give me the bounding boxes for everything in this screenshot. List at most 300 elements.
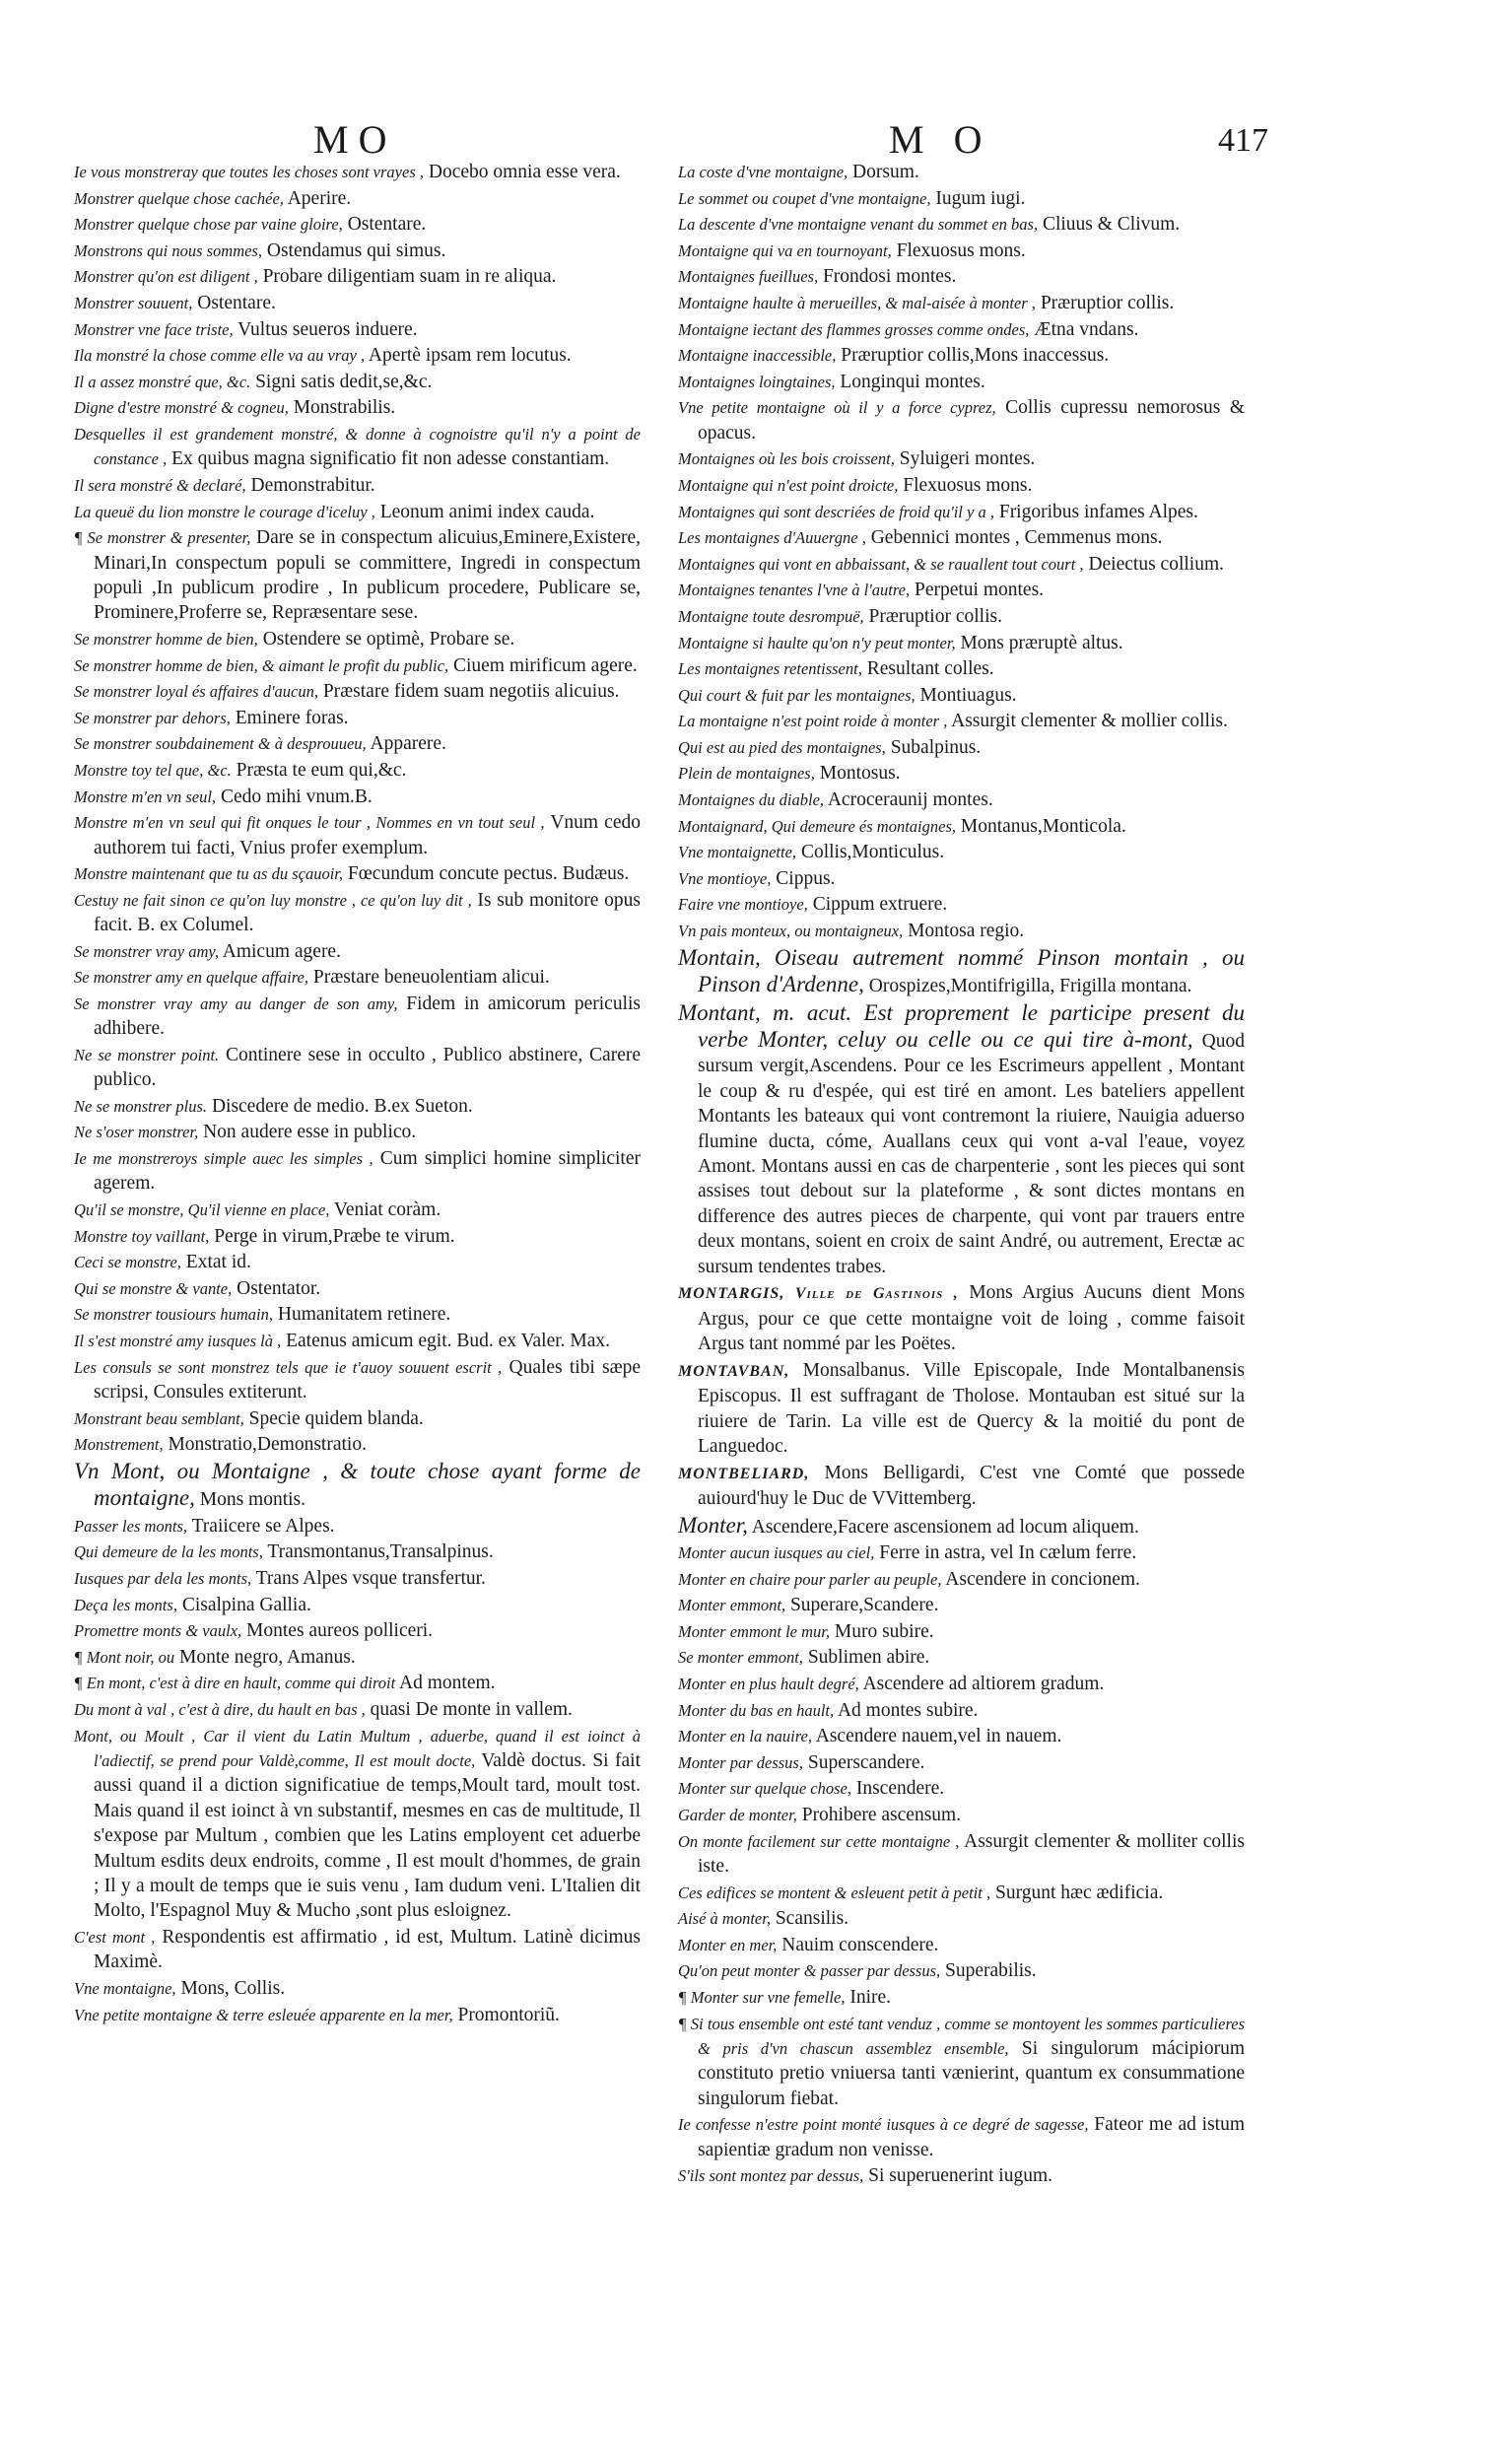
entry-french: Monstrer quelque chose cachée, — [74, 188, 284, 208]
entry-latin: Eatenus amicum egit. Bud. ex Valer. Max. — [286, 1331, 611, 1352]
entry-latin: Extat id. — [185, 1252, 251, 1273]
dictionary-entry — [678, 1724, 1245, 1748]
entry-latin: Valdè doctus. Si fait aussi quand il a diction significatiue de temps,Moult tard, moult tost. Mais quand il est ioinct à vn substantif, mesmes en cas de multitude, Il s'expose par Multum , combien que les Latins employent cet aduerbe Multum esdits deux endroits, comme , Il est moult d'hommes, de grain ; Il y a moult de temps que ie suis venu , Iam dudum veni. L'Italien dit Molto, l'Espagnol Muy & Mucho ,sont plus esloignez. — [94, 1749, 641, 1922]
entry-latin: Præstare beneuolentiam alicui. — [312, 967, 550, 989]
entry-latin: Continere sese in occulto , Publico abstinere, Carere publico. — [94, 1044, 642, 1091]
entry-latin: Si superuenerint iugum. — [868, 2165, 1052, 2187]
entry-french: Ie me monstreroys simple auec les simples , — [74, 1149, 373, 1169]
entry-latin: Probare diligentiam suam in re aliqua. — [262, 266, 557, 288]
dictionary-entry — [678, 343, 1245, 368]
entry-latin: Acroceraunij montes. — [827, 789, 993, 811]
dictionary-entry — [678, 395, 1245, 445]
entry-latin: Perge in virum,Præbe te virum. — [214, 1225, 455, 1247]
dictionary-entry — [74, 810, 641, 860]
dictionary-entry — [678, 1672, 1245, 1696]
entry-french: ¶ Mont noir, ou — [74, 1647, 175, 1667]
entry-french: Qui demeure de la les monts, — [74, 1542, 263, 1562]
entry-french: Ie confesse n'estre point monté iusques à ce degré de sagesse, — [678, 2115, 1089, 2135]
dictionary-entry — [678, 1803, 1245, 1827]
entry-french: La montaigne n'est point roide à monter , — [678, 712, 948, 731]
entry-latin: Deiectus collium. — [1088, 553, 1224, 575]
entry-french: Mont, ou Moult , Car il vient du Latin Multum , aduerbe, quand il est ioinct à l'adiectif, se prend pour Valdè,comme, Il est moult docte, — [74, 1726, 641, 1770]
entry-french: Montaignes tenantes l'vne à l'autre, — [678, 581, 911, 600]
dictionary-entry — [678, 866, 1245, 891]
dictionary-entry — [678, 473, 1245, 498]
dictionary-entry — [74, 992, 641, 1042]
entry-french: Monstrer souuent, — [74, 293, 193, 312]
entry-french: MONTAVBAN, — [678, 1362, 790, 1380]
entry-french: Monter, — [678, 1512, 748, 1538]
entry-latin: Mons, Collis. — [180, 1978, 286, 1999]
dictionary-entry — [678, 239, 1245, 263]
left-column — [74, 160, 641, 2028]
entry-latin: Monstratio,Demonstratio. — [168, 1434, 367, 1456]
running-head-right: M O — [889, 117, 992, 162]
entry-latin: Cippus. — [776, 867, 836, 889]
entry-latin: Inscendere. — [855, 1778, 945, 1800]
dictionary-entry — [74, 239, 641, 263]
entry-french: Il sera monstré & declaré, — [74, 475, 246, 495]
entry-latin: Subalpinus. — [890, 736, 982, 758]
entry-latin: Mons montis. — [199, 1489, 306, 1511]
dictionary-entry — [74, 264, 641, 289]
entry-latin: Prohibere ascensum. — [801, 1805, 962, 1826]
entry-latin: Orospizes,Montifrigilla, Frigilla montana. — [868, 976, 1192, 997]
entry-latin: Syluigeri montes. — [899, 448, 1036, 470]
dictionary-entry — [74, 706, 641, 730]
entry-latin: Is sub monitore opus facit. B. ex Columel. — [94, 889, 641, 936]
entry-latin: Montanus,Monticola. — [960, 815, 1126, 837]
entry-french: Monstre toy vaillant, — [74, 1226, 210, 1246]
entry-latin: Præsta te eum qui,&c. — [236, 759, 407, 781]
entry-latin: Ascendere nauem,vel in nauem. — [815, 1726, 1062, 1747]
entry-latin: Ciuem mirificum agere. — [452, 654, 638, 676]
dictionary-entry — [678, 1906, 1245, 1931]
entry-latin: Cedo mihi vnum.B. — [220, 786, 373, 807]
entry-french: Se monstrer amy en quelque affaire, — [74, 968, 308, 988]
entry-latin: Apertè ipsam rem locutus. — [368, 345, 572, 367]
dictionary-entry — [74, 1276, 641, 1301]
dictionary-entry — [678, 919, 1245, 943]
entry-latin: Traiicere se Alpes. — [191, 1515, 335, 1537]
entry-french: ¶ En mont, c'est à dire en hault, comme qui diroit — [74, 1674, 396, 1693]
entry-french: Ces edifices se montent & esleuent petit à petit , — [678, 1882, 991, 1902]
entry-latin: Cippum extruere. — [812, 894, 948, 916]
dictionary-entry — [74, 1094, 641, 1119]
entry-french: Ne se monstrer plus. — [74, 1096, 208, 1116]
dictionary-entry — [74, 1224, 641, 1249]
dictionary-entry — [678, 631, 1245, 655]
entry-latin: Quales tibi sæpe scripsi, Consules extiterunt. — [94, 1356, 642, 1403]
dictionary-entry — [678, 1698, 1245, 1723]
entry-latin: Amicum agere. — [222, 940, 341, 962]
entry-latin: Respondentis est affirmatio , id est, Multum. Latinè dicimus Maximè. — [94, 1927, 642, 1973]
entry-french: Qui se monstre & vante, — [74, 1278, 233, 1298]
dictionary-entry — [74, 395, 641, 420]
running-head-left: MO — [313, 117, 397, 162]
entry-french: Qui est au pied des montaignes, — [678, 737, 886, 757]
entry-french: Monter par dessus, — [678, 1752, 803, 1772]
entry-french: Ne se monstrer point. — [74, 1045, 220, 1064]
entry-french: Se monstrer vray amy, — [74, 941, 219, 961]
entry-latin: Collis cupressu nemorosus & opacus. — [698, 397, 1245, 444]
dictionary-entry — [678, 1513, 1245, 1540]
entry-french: Monter emmont, — [678, 1596, 786, 1615]
entry-latin: Scansilis. — [775, 1908, 849, 1930]
entry-french: Monstre m'en vn seul qui fit onques le tour , Nommes en vn tout seul , — [74, 813, 545, 833]
entry-latin: Monsalbanus. Ville Episcopale, Inde Montalbanensis Episcopus. Il est suffragant de Tholose. Montauban est situé sur la riuiere de Tarin. La ville est de Quercy & la moitié du pont de Languedoc. — [698, 1359, 1246, 1457]
dictionary-entry — [678, 840, 1245, 864]
dictionary-entry — [678, 1593, 1245, 1617]
entry-french: Montaigne si haulte qu'on n'y peut monter, — [678, 633, 956, 652]
entry-latin: Collis,Monticulus. — [800, 842, 945, 863]
dictionary-entry — [74, 1925, 641, 1975]
entry-latin: Ostentator. — [237, 1277, 321, 1299]
dictionary-entry — [74, 1724, 641, 1924]
dictionary-entry — [74, 473, 641, 498]
entry-latin: Monte negro, Amanus. — [179, 1646, 356, 1668]
entry-latin: Eminere foras. — [235, 707, 349, 728]
entry-latin: Demonstrabitur. — [250, 474, 375, 496]
entry-french: Montaigne iectant des flammes grosses comme ondes, — [678, 319, 1030, 339]
dictionary-entry — [678, 683, 1245, 708]
dictionary-entry — [74, 186, 641, 211]
entry-french: Cestuy ne fait sinon ce qu'on luy monstre , ce qu'on luy dit , — [74, 890, 472, 910]
entry-french: Montaigne inaccessible, — [678, 346, 837, 366]
dictionary-entry — [74, 1329, 641, 1353]
entry-french: Monter sur quelque chose, — [678, 1779, 851, 1799]
entry-french: Monstrer vne face triste, — [74, 319, 234, 339]
entry-latin: Quod sursum vergit,Ascendens. Pour ce les Escrimeurs appellent , Montant le coup & ru d'espée, qui est tiré en amont. Les bateliers appellent Montants les bateaux qui vont contremont la riuiere, Nauigia aduerso flumine ducta, cóme, Auallans ceux qui vont a-val l'eaue, voyez Amont. Montans aussi en cas de charpenterie , sont les pieces qui sont assises tout debout sur la plateforme , & sont dictes montans en difference des autres pieces de charpente, qui vont par trauers entre deux montans, soient en croix de saint André, ou autrement, Erectæ ac sursum tendentes trabes. — [698, 1031, 1246, 1277]
entry-french: La coste d'vne montaigne, — [678, 163, 848, 181]
entry-french: Monstrons qui nous sommes, — [74, 240, 262, 260]
entry-latin: Præstare fidem suam negotiis alicuius. — [322, 681, 620, 703]
dictionary-entry — [74, 1540, 641, 1564]
dictionary-entry — [74, 731, 641, 756]
entry-latin: Dorsum. — [852, 162, 919, 182]
entry-french: Montaigne haulte à merueilles, & mal-aisée à monter , — [678, 293, 1036, 312]
dictionary-entry — [678, 945, 1245, 999]
entry-french: Il s'est monstré amy iusques là , — [74, 1332, 282, 1351]
entry-french: Faire vne montioye, — [678, 895, 808, 915]
entry-french: Montaigne qui va en tournoyant, — [678, 240, 892, 260]
entry-french: Vn pais monteux, ou montaigneux, — [678, 922, 904, 941]
entry-french: Se monstrer homme de bien, — [74, 629, 258, 649]
dictionary-entry — [74, 1976, 641, 2001]
entry-french: La queuë du lion monstre le courage d'iceluy , — [74, 502, 375, 521]
dictionary-entry — [74, 2003, 641, 2027]
entry-french: Ne s'oser monstrer, — [74, 1123, 199, 1142]
dictionary-entry — [678, 2012, 1245, 2112]
dictionary-entry — [74, 1250, 641, 1274]
dictionary-entry — [678, 1461, 1245, 1512]
dictionary-entry — [74, 965, 641, 990]
entry-latin: Non audere esse in publico. — [203, 1122, 417, 1143]
entry-latin: Sublimen abire. — [807, 1647, 930, 1669]
entry-french: Garder de monter, — [678, 1806, 797, 1825]
page-number: 417 — [1218, 122, 1268, 159]
entry-latin: Ostentare. — [347, 214, 427, 236]
dictionary-entry — [678, 1881, 1245, 1905]
entry-latin: Montosa regio. — [908, 921, 1025, 942]
dictionary-entry — [678, 2163, 1245, 2188]
dictionary-entry — [678, 552, 1245, 577]
entry-latin: Surgunt hæc ædificia. — [994, 1882, 1164, 1903]
dictionary-entry — [678, 604, 1245, 629]
entry-french: Se monstrer tousiours humain, — [74, 1305, 273, 1325]
entry-latin: Trans Alpes vsque transfertur. — [255, 1568, 486, 1589]
entry-french: Qui court & fuit par les montaignes, — [678, 685, 916, 705]
dictionary-entry — [74, 212, 641, 237]
entry-french: Montaignes qui vont en abbaissant, & se rauallent tout court , — [678, 554, 1084, 574]
dictionary-entry — [678, 446, 1245, 471]
entry-french: Monstrer qu'on est diligent , — [74, 267, 258, 287]
entry-latin: Leonum animi index cauda. — [379, 501, 595, 522]
right-column — [678, 160, 1245, 2190]
entry-french: On monte facilement sur cette montaigne , — [678, 1831, 960, 1851]
entry-latin: Ascendere,Facere ascensionem ad locum aliquem. — [751, 1516, 1139, 1538]
entry-latin: Si singulorum mácipiorum constituto pretio vniuersa tanti vænierint, quantum ex consummatione singulorum fiebat. — [698, 2038, 1246, 2109]
dictionary-entry — [74, 160, 641, 184]
entry-latin: Docebo omnia esse vera. — [428, 162, 621, 182]
dictionary-entry — [74, 1432, 641, 1457]
dictionary-entry — [74, 1120, 641, 1144]
dictionary-entry — [74, 939, 641, 964]
dictionary-entry — [74, 291, 641, 315]
entry-french: Monter en mer, — [678, 1935, 778, 1954]
entry-french: Digne d'estre monstré & cogneu, — [74, 398, 289, 418]
entry-french: Monstrement, — [74, 1435, 164, 1455]
entry-french: ¶ Se monstrer & presenter, — [74, 528, 251, 548]
entry-french: Iusques par dela les monts, — [74, 1569, 252, 1588]
entry-french: Montaignes fueillues, — [678, 267, 819, 287]
entry-french: Plein de montaignes, — [678, 764, 815, 784]
entry-latin: Præruptior collis,Mons inaccessus. — [841, 345, 1110, 367]
entry-latin: Superscandere. — [807, 1751, 925, 1773]
entry-latin: quasi De monte in vallem. — [370, 1698, 573, 1720]
dictionary-entry — [678, 264, 1245, 289]
dictionary-entry — [678, 1358, 1245, 1460]
entry-french: Montaignes où les bois croissent, — [678, 449, 895, 469]
entry-french: Vne montaignette, — [678, 843, 797, 862]
dictionary-entry — [678, 186, 1245, 211]
entry-latin: Superare,Scandere. — [789, 1595, 939, 1616]
entry-latin: Cliuus & Clivum. — [1042, 214, 1181, 236]
entry-french: Montant, m. acut. Est proprement le participe present du verbe Monter, celuy ou celle ou ce qui tire à-mont, — [678, 999, 1245, 1053]
entry-latin: Flexuosus mons. — [903, 474, 1033, 496]
dictionary-entry — [74, 1593, 641, 1617]
dictionary-entry — [74, 422, 641, 472]
dictionary-entry — [678, 2112, 1245, 2162]
entry-latin: Discedere de medio. B.ex Sueton. — [211, 1095, 473, 1117]
entry-french: Monstrant beau semblant, — [74, 1408, 244, 1428]
dictionary-entry — [74, 627, 641, 651]
dictionary-entry — [678, 1540, 1245, 1565]
dictionary-entry — [678, 160, 1245, 184]
dictionary-entry — [74, 1671, 641, 1695]
dictionary-entry — [74, 1198, 641, 1222]
entry-french: Le sommet ou coupet d'vne montaigne, — [678, 188, 931, 208]
dictionary-entry — [74, 317, 641, 342]
dictionary-entry — [678, 525, 1245, 550]
entry-french: Monstre maintenant que tu as du sçauoir, — [74, 864, 343, 884]
entry-french: Montain, Oiseau autrement nommé Pinson montain , ou Pinson d'Ardenne, — [678, 944, 1245, 997]
entry-latin: Ascendere in concionem. — [945, 1568, 1140, 1590]
entry-latin: Longinqui montes. — [840, 371, 985, 392]
entry-french: Vne montaigne, — [74, 1979, 176, 1998]
dictionary-entry — [678, 1280, 1245, 1356]
dictionary-entry — [74, 888, 641, 938]
dictionary-entry — [678, 212, 1245, 237]
entry-latin: Signi satis dedit,se,&c. — [255, 371, 433, 392]
entry-french: Passer les monts, — [74, 1516, 188, 1536]
entry-french: C'est mont , — [74, 1928, 156, 1947]
entry-latin: Mons præruptè altus. — [960, 632, 1123, 653]
entry-latin: Mons Belligardi, C'est vne Comté que possede auiourd'huy le Duc de VVittemberg. — [698, 1462, 1246, 1509]
entry-french: Se monstrer loyal és affaires d'aucun, — [74, 682, 318, 702]
entry-latin: Cisalpina Gallia. — [181, 1594, 311, 1615]
entry-french: Monstrer quelque chose par vaine gloire, — [74, 215, 343, 235]
entry-french: Montaignard, Qui demeure és montaignes, — [678, 816, 956, 836]
entry-french: Monstre m'en vn seul, — [74, 787, 217, 806]
entry-latin: Humanitatem retinere. — [277, 1304, 451, 1326]
dictionary-entry — [678, 1750, 1245, 1775]
entry-latin: Muro subire. — [834, 1620, 934, 1642]
entry-french: Ie vous monstreray que toutes les choses sont vrayes , — [74, 163, 424, 181]
entry-french: Se monstrer homme de bien, & aimant le profit du public, — [74, 655, 449, 675]
entry-latin: Veniat coràm. — [333, 1199, 441, 1221]
entry-latin: Nauim conscendere. — [781, 1934, 939, 1955]
dictionary-entry — [74, 500, 641, 524]
dictionary-entry — [678, 1829, 1245, 1880]
entry-french: Promettre monts & vaulx, — [74, 1621, 242, 1641]
entry-french: Vne montioye, — [678, 868, 772, 888]
entry-latin: Montes aureos polliceri. — [246, 1620, 434, 1642]
entry-french: Se monstrer par dehors, — [74, 708, 231, 727]
dictionary-entry — [74, 525, 641, 626]
entry-french: Les consuls se sont monstrez tels que ie t'auoy souuent escrit , — [74, 1357, 503, 1377]
entry-latin: Resultant colles. — [866, 658, 994, 680]
entry-latin: Montosus. — [819, 763, 901, 785]
entry-latin: Ascendere ad altiorem gradum. — [862, 1674, 1105, 1695]
entry-latin: Aperire. — [287, 187, 352, 209]
entry-french: Aisé à monter, — [678, 1909, 771, 1929]
entry-latin: Ad montes subire. — [837, 1699, 979, 1721]
entry-french: Desquelles il est grandement monstré, & donne à cognoistre qu'il n'y a point de constance , — [74, 424, 641, 469]
dictionary-entry — [678, 709, 1245, 733]
entry-latin: Iugum iugi. — [935, 187, 1026, 209]
entry-french: Se monstrer soubdainement & à desprouueu, — [74, 734, 367, 754]
dictionary-entry — [678, 1958, 1245, 1983]
entry-latin: Assurgit clementer & molliter collis iste. — [698, 1830, 1245, 1878]
entry-latin: Ex quibus magna significatio fit non adesse constantiam. — [171, 448, 610, 470]
entry-french: Montaigne toute desrompuë, — [678, 606, 864, 626]
entry-french: Monstre toy tel que, &c. — [74, 760, 232, 780]
entry-latin: Cum simplici homine simpliciter agerem. — [94, 1148, 641, 1195]
entry-latin: Assurgit clementer & mollier collis. — [951, 711, 1228, 732]
entry-latin: Fœcundum concute pectus. Budæus. — [347, 863, 630, 885]
dictionary-entry — [678, 892, 1245, 917]
entry-french: Montaignes loingtaines, — [678, 372, 836, 391]
dictionary-entry — [678, 578, 1245, 602]
entry-latin: Ostentare. — [197, 292, 276, 313]
dictionary-entry — [678, 814, 1245, 839]
entry-french: Monter en chaire pour parler au peuple, — [678, 1569, 942, 1589]
entry-french: Monter emmont le mur, — [678, 1621, 830, 1641]
entry-latin: Montiuagus. — [919, 684, 1017, 706]
entry-latin: Superabilis. — [945, 1960, 1037, 1982]
entry-french: Vne petite montaigne où il y a force cyprez, — [678, 398, 996, 418]
entry-french: Monter en plus hault degré, — [678, 1675, 859, 1694]
dictionary-entry — [74, 1459, 641, 1513]
entry-french: Les montaignes d'Auuergne , — [678, 528, 866, 548]
dictionary-entry — [74, 861, 641, 886]
entry-latin: Promontoriũ. — [457, 2004, 560, 2025]
entry-latin: Fidem in amicorum periculis adhibere. — [94, 992, 641, 1040]
entry-french: Montaignes qui sont descriées de froid qu'il y a , — [678, 502, 994, 521]
entry-french: Se monstrer vray amy au danger de son amy, — [74, 993, 398, 1013]
entry-french: Monter du bas en hault, — [678, 1700, 835, 1720]
entry-latin: Ferre in astra, vel In cælum ferre. — [879, 1542, 1137, 1564]
entry-latin: Dare se in conspectum alicuius,Eminere,Existere, Minari,In conspectum populi se committere, Ingredi in conspectum populi ,In publicum prodire , In publicum procedere, Publicare se, Prominere,Proferre se, Repræsentare sese. — [94, 527, 642, 624]
dictionary-entry — [74, 1645, 641, 1670]
entry-latin: Fateor me ad istum sapientiæ gradum non venisse. — [698, 2114, 1246, 2160]
entry-french: Monter aucun iusques au ciel, — [678, 1543, 875, 1563]
dictionary-entry — [74, 1355, 641, 1405]
entry-french: Les montaignes retentissent, — [678, 659, 862, 679]
dictionary-entry — [74, 1146, 641, 1197]
dictionary-entry — [678, 1000, 1245, 1279]
dictionary-entry — [678, 761, 1245, 786]
entry-french: Montaigne qui n'est point droicte, — [678, 475, 899, 495]
entry-latin: Specie quidem blanda. — [248, 1407, 424, 1429]
dictionary-entry — [74, 1566, 641, 1591]
dictionary-entry — [74, 1514, 641, 1539]
entry-french: Qu'on peut monter & passer par dessus, — [678, 1961, 941, 1981]
dictionary-entry — [678, 1619, 1245, 1644]
entry-french: ¶ Monter sur vne femelle, — [678, 1988, 846, 2007]
entry-french: S'ils sont montez par dessus, — [678, 2166, 864, 2186]
entry-french: Monter en la nauire, — [678, 1727, 812, 1746]
entry-french: Deça les monts, — [74, 1595, 177, 1614]
entry-french: Qu'il se monstre, Qu'il vienne en place, — [74, 1200, 330, 1220]
dictionary-entry — [74, 1618, 641, 1643]
entry-latin: Apparere. — [370, 733, 446, 755]
entry-latin: Præruptior collis. — [868, 605, 1002, 627]
entry-french: MONTBELIARD, — [678, 1465, 810, 1482]
dictionary-entry — [678, 787, 1245, 812]
entry-latin: Vnum cedo authorem tui facti, Vnius profer exemplum. — [94, 812, 641, 858]
dictionary-entry — [678, 1567, 1245, 1592]
dictionary-entry — [74, 343, 641, 368]
dictionary-entry — [74, 370, 641, 394]
dictionary-entry — [678, 317, 1245, 342]
dictionary-entry — [678, 1645, 1245, 1670]
entry-french: Du mont à val , c'est à dire, du hault en bas , — [74, 1699, 366, 1719]
dictionary-entry — [74, 1697, 641, 1722]
entry-latin: Ad montem. — [399, 1673, 496, 1694]
entry-french: Ceci se monstre, — [74, 1253, 181, 1272]
entry-french: Montaignes du diable, — [678, 790, 825, 810]
entry-latin: Flexuosus mons. — [896, 240, 1026, 261]
entry-latin: Præruptior collis. — [1040, 292, 1175, 313]
entry-french: MONTARGIS, Ville de Gastinois , — [678, 1285, 959, 1303]
dictionary-entry — [74, 1302, 641, 1327]
dictionary-entry — [678, 291, 1245, 315]
entry-french: ¶ Si tous ensemble ont esté tant venduz , comme se montoyent les sommes particulieres & pris d'vn chascun assemblez ensemble, — [678, 2014, 1245, 2058]
entry-french: Se monter emmont, — [678, 1648, 803, 1668]
entry-latin: Ostendere se optimè, Probare se. — [262, 628, 515, 650]
